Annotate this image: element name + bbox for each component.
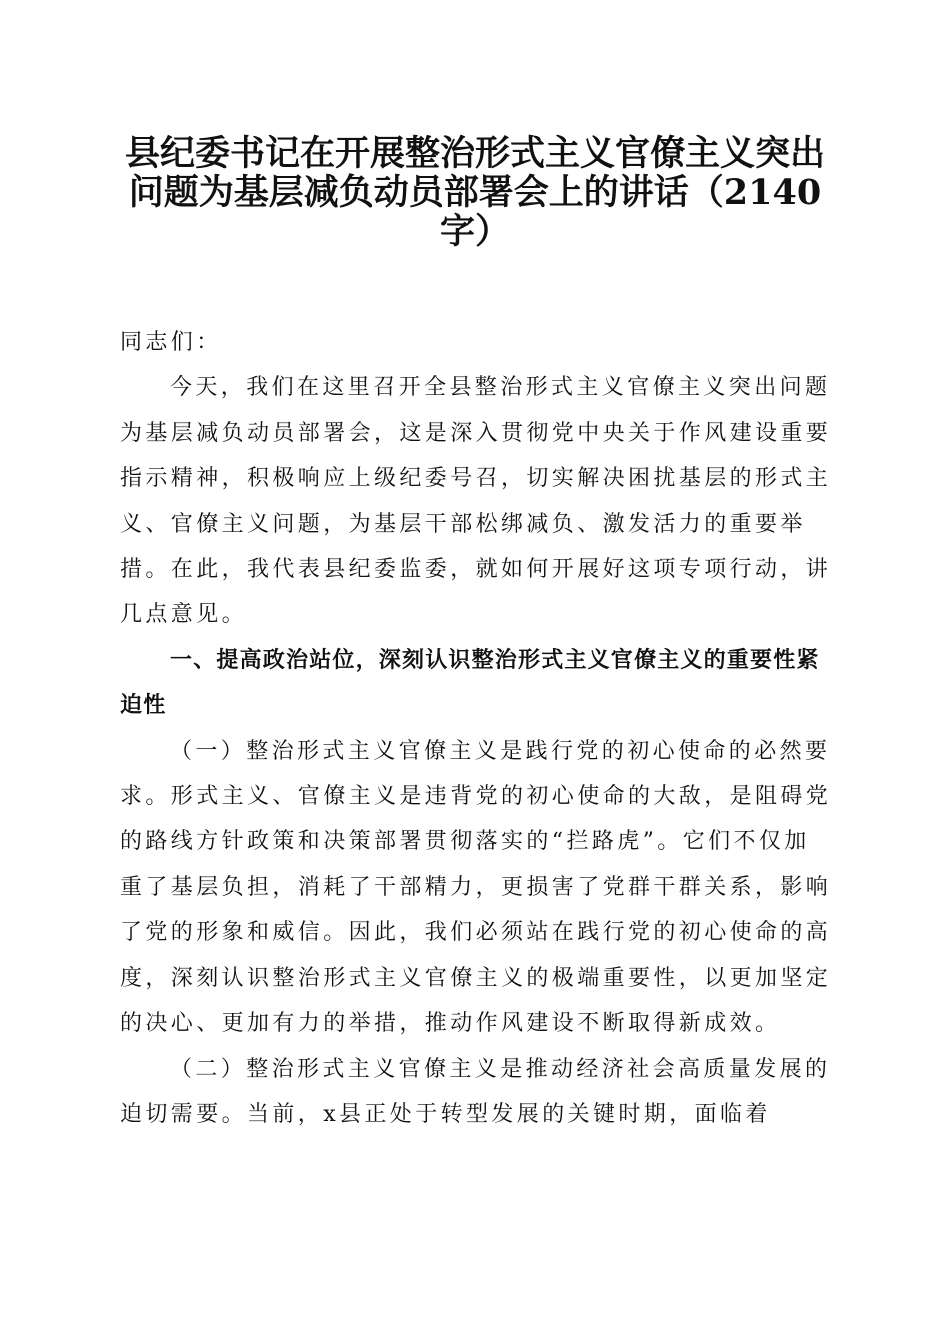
section-heading-1: 一、提高政治站位，深刻认识整治形式主义官僚主义的重要性紧迫性 xyxy=(120,647,820,719)
document-title xyxy=(110,134,840,251)
title-line-2: 问题为基层减负动员部署会上的讲话（2140 xyxy=(128,172,822,213)
subsection-paragraph-1: （一）整治形式主义官僚主义是践行党的初心使命的必然要求。形式主义、官僚主义是违背党的初心使命的大敌，是阻碍党的路线方针政策和决策部署贯彻落实的“拦路虎”。它们不仅加重了基层负担，消耗了干部精力，更损害了党群干群关系，影响了党的形象和威信。因此，我们必须站在践行党的初心使命的高度，深刻认识整治形式主义官僚主义的极端重要性，以更加坚定的决心、更加有力的举措，推动作风建设不断取得新成效。 xyxy=(120,738,832,1037)
document-body xyxy=(120,320,835,1137)
subsection-paragraph-2: （二）整治形式主义官僚主义是推动经济社会高质量发展的迫切需要。当前，x县正处于转型发展的关键时期，面临着 xyxy=(120,1056,831,1127)
greeting: 同志们： xyxy=(120,330,222,355)
title-line-1: 县纪委书记在开展整治形式主义官僚主义突出 xyxy=(124,133,825,174)
opening-paragraph: 今天，我们在这里召开全县整治形式主义官僚主义突出问题为基层减负动员部署会，这是深入贯彻党中央关于作风建设重要指示精神，积极响应上级纪委号召，切实解决困扰基层的形式主义、官僚主义问题，为基层干部松绑减负、激发活力的重要举措。在此，我代表县纪委监委，就如何开展好这项专项行动，讲几点意见。 xyxy=(120,375,832,628)
title-line-3: 字） xyxy=(439,211,510,252)
